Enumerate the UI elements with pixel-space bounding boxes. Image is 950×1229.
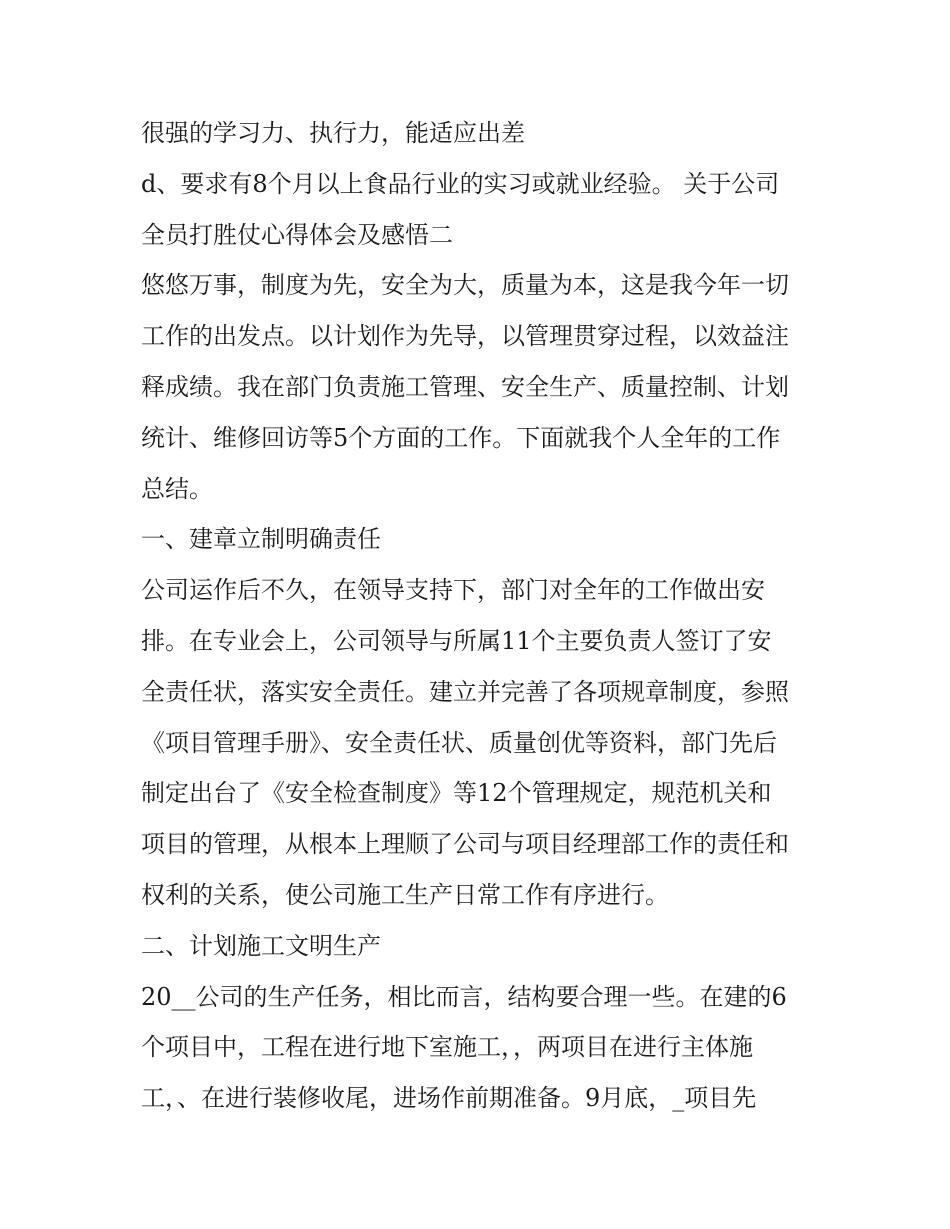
section-heading: 一、建章立制明确责任 <box>141 525 381 554</box>
text-line: 总结。 <box>141 474 213 503</box>
text-line: 统计、维修回访等5个方面的工作。下面就我个人全年的工作 <box>141 423 781 452</box>
text-line: 20__公司的生产任务，相比而言，结构要合理一些。在建的6 <box>141 982 787 1011</box>
text-line: 悠悠万事，制度为先，安全为大，质量为本，这是我今年一切 <box>141 271 789 300</box>
text-line: 个项目中，工程在进行地下室施工，，两项目在进行主体施 <box>141 1033 753 1062</box>
text-line: 很强的学习力、执行力，能适应出差 <box>141 119 525 147</box>
section-heading: 二、计划施工文明生产 <box>141 931 381 960</box>
text-line: 工，、在进行装修收尾，进场作前期准备。9月底，_项目先 <box>141 1084 757 1113</box>
text-line: 排。在专业会上，公司领导与所属11个主要负责人签订了安 <box>141 626 772 655</box>
text-line: 工作的出发点。以计划作为先导，以管理贯穿过程，以效益注 <box>141 322 789 351</box>
text-line: 全责任状，落实安全责任。建立并完善了各项规章制度，参照 <box>141 677 789 706</box>
text-line: 公司运作后不久，在领导支持下，部门对全年的工作做出安 <box>141 576 765 605</box>
text-line: 全员打胜仗心得体会及感悟二 <box>141 220 453 249</box>
text-line: 权利的关系，使公司施工生产日常工作有序进行。 <box>141 880 669 909</box>
text-line: 释成绩。我在部门负责施工管理、安全生产、质量控制、计划 <box>141 372 789 401</box>
text-line: 项目的管理，从根本上理顺了公司与项目经理部工作的责任和 <box>141 830 789 859</box>
text-line: 《项目管理手册》、安全责任状、质量创优等资料，部门先后 <box>141 728 777 757</box>
text-line: d、要求有8个月以上食品行业的实习或就业经验。 关于公司 <box>141 169 780 198</box>
document-body <box>141 108 821 1124</box>
text-line: 制定出台了《安全检查制度》等12个管理规定，规范机关和 <box>141 779 772 808</box>
